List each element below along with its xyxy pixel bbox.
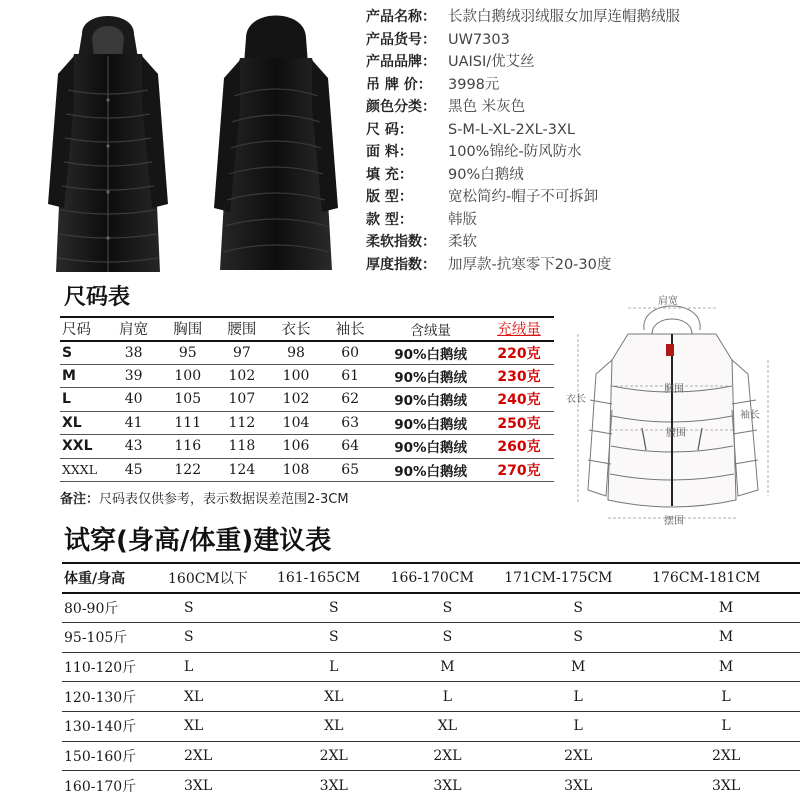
waist-cell: 112 (215, 411, 269, 435)
spec-value: 100%锦纶-防风防水 (448, 144, 582, 160)
size-cell: L (168, 652, 277, 682)
size-cell: XXXL (60, 458, 107, 482)
fit-chart-title: 试穿(身高/体重)建议表 (64, 526, 332, 556)
measurement-diagram (566, 290, 780, 530)
column-header: 胸围 (161, 317, 215, 341)
shoulder-label: 肩宽 (658, 296, 678, 307)
spec-key: 填 充： (366, 166, 413, 183)
shoulder-cell: 39 (107, 364, 161, 388)
size-cell: 3XL (391, 771, 505, 800)
size-cell: L (652, 682, 800, 712)
table-row (60, 458, 554, 482)
size-cell: S (391, 622, 505, 652)
weight-cell: 95-105斤 (62, 622, 168, 652)
spec-row-softness (366, 231, 796, 254)
shoulder-cell: 43 (107, 435, 161, 459)
waist-cell: 107 (215, 388, 269, 412)
spec-key: 吊 牌 价： (366, 76, 432, 93)
column-header: 171CM-175CM (504, 563, 652, 593)
spec-key: 颜色分类： (366, 99, 436, 115)
table-row (60, 411, 554, 435)
spec-row-fit (366, 186, 796, 209)
spec-value: UW7303 (448, 31, 510, 48)
size-cell: 3XL (168, 771, 277, 800)
column-header: 160CM以下 (168, 563, 277, 593)
spec-key: 版 型： (366, 189, 413, 205)
down-content-cell: 90%白鹅绒 (377, 411, 484, 435)
size-cell: S (277, 593, 391, 623)
length-cell: 108 (269, 458, 323, 482)
size-chart-table (60, 316, 554, 482)
length-cell: 106 (269, 435, 323, 459)
fill-weight-cell: 240克 (484, 388, 554, 412)
shoulder-cell: 40 (107, 388, 161, 412)
size-cell: L (504, 682, 652, 712)
down-content-cell: 90%白鹅绒 (377, 364, 484, 388)
waist-cell: 118 (215, 435, 269, 459)
column-header: 体重/身高 (62, 563, 168, 593)
spec-key: 尺 码： (366, 121, 413, 138)
chest-label: 胸围 (664, 384, 684, 395)
waist-cell: 97 (215, 341, 269, 365)
size-cell: 3XL (652, 771, 800, 800)
spec-value: 宽松简约-帽子不可拆卸 (448, 189, 599, 205)
note-label: 备注： (60, 492, 100, 507)
spec-row-thickness (366, 254, 796, 277)
spec-value: S-M-L-XL-2XL-3XL (448, 121, 575, 138)
spec-value: 柔软 (448, 234, 477, 250)
spec-key: 厚度指数： (366, 256, 436, 273)
weight-cell: 120-130斤 (62, 682, 168, 712)
fill-weight-cell: 220克 (484, 341, 554, 365)
column-header: 袖长 (323, 317, 377, 341)
spec-row-price (366, 74, 796, 97)
spec-row-filling (366, 164, 796, 187)
size-cell: 3XL (504, 771, 652, 800)
size-cell: M (391, 652, 505, 682)
size-cell: M (652, 593, 800, 623)
spec-key: 柔软指数： (366, 234, 436, 250)
waist-cell: 124 (215, 458, 269, 482)
column-header: 衣长 (269, 317, 323, 341)
coat-front-illustration (28, 4, 188, 276)
spec-value: 长款白鹅绒羽绒服女加厚连帽鹅绒服 (448, 9, 680, 25)
chest-cell: 122 (161, 458, 215, 482)
fill-weight-cell: 270克 (484, 458, 554, 482)
size-cell: M (60, 364, 107, 388)
size-chart-header-row (60, 317, 554, 341)
size-cell: S (168, 622, 277, 652)
fill-weight-cell: 230克 (484, 364, 554, 388)
spec-row-style (366, 209, 796, 232)
column-header: 176CM-181CM (652, 563, 800, 593)
spec-key: 款 型： (366, 211, 413, 228)
chest-cell: 105 (161, 388, 215, 412)
size-cell: XXL (60, 435, 107, 459)
down-content-cell: 90%白鹅绒 (377, 458, 484, 482)
column-header: 腰围 (215, 317, 269, 341)
spec-row-fabric (366, 141, 796, 164)
size-cell: S (504, 593, 652, 623)
weight-cell: 80-90斤 (62, 593, 168, 623)
size-cell: 3XL (277, 771, 391, 800)
shoulder-cell: 38 (107, 341, 161, 365)
spec-row-sizes (366, 119, 796, 142)
sleeve-cell: 60 (323, 341, 377, 365)
spec-value: 90%白鹅绒 (448, 166, 524, 183)
column-header: 161-165CM (277, 563, 391, 593)
size-cell: M (504, 652, 652, 682)
size-cell: L (652, 711, 800, 741)
coat-back-photo (196, 4, 356, 276)
fit-chart-header-row (62, 563, 800, 593)
chest-cell: 116 (161, 435, 215, 459)
sleeve-cell: 62 (323, 388, 377, 412)
size-cell: M (652, 622, 800, 652)
size-cell: 2XL (277, 741, 391, 771)
size-cell: S (60, 341, 107, 365)
table-row (62, 622, 800, 652)
column-header: 含绒量 (377, 317, 484, 341)
sleeve-cell: 64 (323, 435, 377, 459)
spec-value: UAISI/优艾丝 (448, 54, 535, 70)
table-row (62, 652, 800, 682)
size-cell: 2XL (391, 741, 505, 771)
table-row (60, 364, 554, 388)
size-cell: L (60, 388, 107, 412)
table-row (60, 341, 554, 365)
table-row (62, 593, 800, 623)
size-cell: XL (277, 711, 391, 741)
fill-weight-cell: 260克 (484, 435, 554, 459)
spec-key: 产品货号： (366, 31, 436, 48)
size-cell: L (504, 711, 652, 741)
down-content-cell: 90%白鹅绒 (377, 435, 484, 459)
spec-value: 黑色 米灰色 (448, 99, 526, 115)
shoulder-cell: 41 (107, 411, 161, 435)
spec-key: 面 料： (366, 144, 413, 160)
note-text: 尺码表仅供参考，表示数据误差范围2-3CM (99, 492, 349, 507)
spec-value: 加厚款-抗寒零下20-30度 (448, 256, 612, 273)
product-spec-list (366, 6, 796, 276)
spec-key: 产品名称： (366, 9, 436, 25)
table-row (62, 711, 800, 741)
size-cell: L (391, 682, 505, 712)
size-cell: 2XL (168, 741, 277, 771)
spec-key: 产品品牌： (366, 54, 436, 70)
spec-row-brand (366, 51, 796, 74)
table-row (62, 682, 800, 712)
column-header-fill-weight: 充绒量 (484, 317, 554, 341)
size-cell: S (168, 593, 277, 623)
column-header: 肩宽 (107, 317, 161, 341)
table-row (60, 388, 554, 412)
size-chart-note (60, 488, 349, 507)
table-row (62, 741, 800, 771)
size-cell: XL (277, 682, 391, 712)
weight-cell: 160-170斤 (62, 771, 168, 800)
column-header: 166-170CM (391, 563, 505, 593)
size-cell: XL (168, 711, 277, 741)
sleeve-cell: 65 (323, 458, 377, 482)
length-cell: 100 (269, 364, 323, 388)
chest-cell: 95 (161, 341, 215, 365)
size-cell: XL (168, 682, 277, 712)
spec-value: 3998元 (448, 76, 500, 93)
chest-cell: 100 (161, 364, 215, 388)
hem-label: 摆围 (664, 516, 684, 527)
size-cell: S (277, 622, 391, 652)
size-cell: XL (60, 411, 107, 435)
waist-label: 腰围 (666, 428, 686, 439)
chest-cell: 111 (161, 411, 215, 435)
table-row (62, 771, 800, 800)
size-cell: 2XL (652, 741, 800, 771)
table-row (60, 435, 554, 459)
size-cell: M (652, 652, 800, 682)
size-cell: L (277, 652, 391, 682)
size-cell: XL (391, 711, 505, 741)
size-cell: 2XL (504, 741, 652, 771)
size-cell: S (391, 593, 505, 623)
weight-cell: 130-140斤 (62, 711, 168, 741)
column-header: 尺码 (60, 317, 107, 341)
spec-row-sku (366, 29, 796, 52)
sleeve-cell: 63 (323, 411, 377, 435)
spec-row-color (366, 96, 796, 119)
coat-back-illustration (196, 4, 356, 276)
shoulder-cell: 45 (107, 458, 161, 482)
length-cell: 98 (269, 341, 323, 365)
waist-cell: 102 (215, 364, 269, 388)
length-label: 衣长 (566, 394, 586, 405)
spec-row-name (366, 6, 796, 29)
size-cell: S (504, 622, 652, 652)
size-chart-title: 尺码表 (64, 285, 131, 310)
product-photos (28, 4, 348, 276)
weight-cell: 150-160斤 (62, 741, 168, 771)
length-cell: 102 (269, 388, 323, 412)
down-content-cell: 90%白鹅绒 (377, 341, 484, 365)
weight-cell: 110-120斤 (62, 652, 168, 682)
coat-front-photo (28, 4, 188, 276)
length-cell: 104 (269, 411, 323, 435)
sleeve-cell: 61 (323, 364, 377, 388)
spec-value: 韩版 (448, 211, 477, 228)
fill-weight-cell: 250克 (484, 411, 554, 435)
sleeve-label: 袖长 (740, 410, 760, 421)
down-content-cell: 90%白鹅绒 (377, 388, 484, 412)
fit-chart-table (62, 562, 800, 800)
